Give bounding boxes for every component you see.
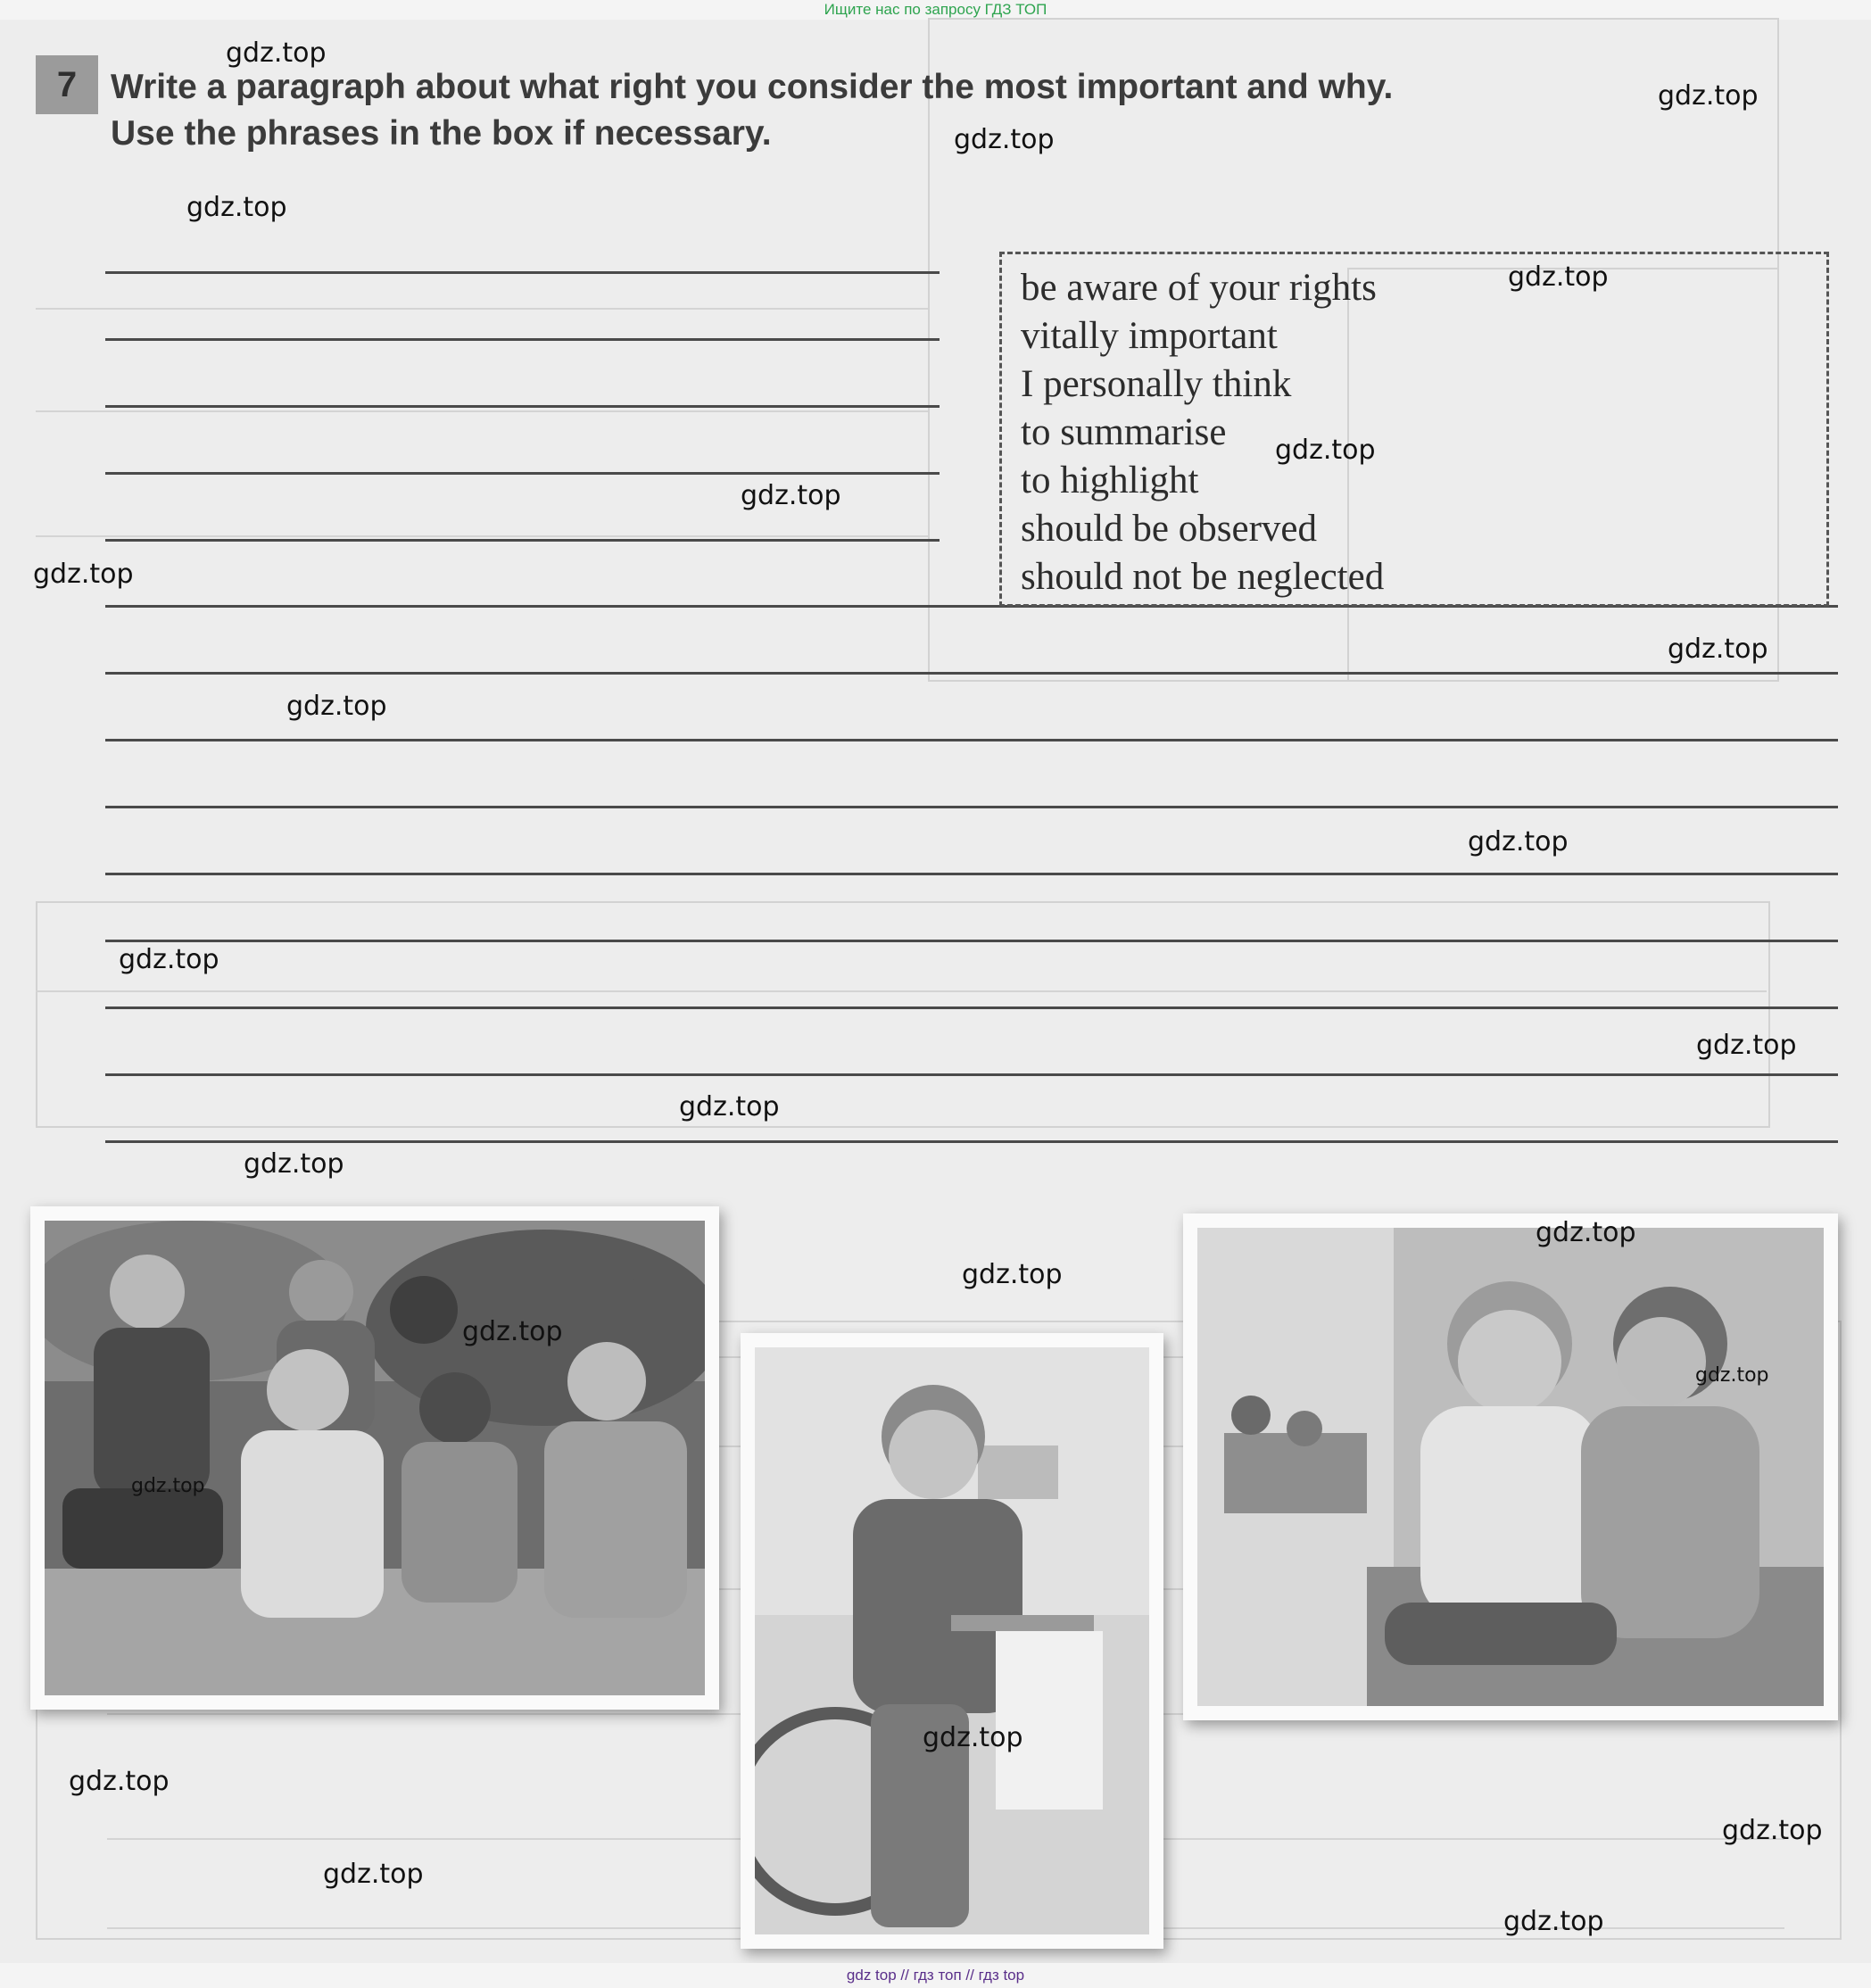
- top-banner[interactable]: Ищите нас по запросу ГДЗ ТОП: [0, 0, 1871, 20]
- watermark-text: gdz.top: [1503, 1906, 1604, 1937]
- task-number-badge: 7: [36, 55, 98, 114]
- phrase-item: vitally important: [1021, 315, 1278, 357]
- writing-line[interactable]: [105, 940, 1838, 942]
- phrase-item: I personally think: [1021, 363, 1292, 405]
- writing-line[interactable]: [105, 472, 940, 475]
- watermark-text: gdz.top: [1658, 80, 1759, 112]
- writing-line[interactable]: [105, 405, 940, 408]
- watermark-text: gdz.top: [1668, 634, 1768, 665]
- phrase-item: be aware of your rights: [1021, 267, 1377, 309]
- photo-wheelchair-image: [755, 1347, 1149, 1934]
- task-instruction: [111, 64, 1503, 157]
- phrase-item: should be observed: [1021, 508, 1317, 550]
- watermark-text: gdz.top: [69, 1766, 170, 1797]
- watermark-text: gdz.top: [1275, 435, 1376, 466]
- task-instruction-line-2: Use the phrases in the box if necessary.: [111, 114, 772, 153]
- writing-line[interactable]: [105, 672, 1838, 675]
- writing-line[interactable]: [105, 271, 940, 274]
- writing-line[interactable]: [105, 739, 1838, 741]
- watermark-text: gdz.top: [33, 559, 134, 590]
- watermark-text: gdz.top: [323, 1859, 424, 1890]
- watermark-text: gdz.top: [962, 1259, 1063, 1290]
- task-instruction-line-1: Write a paragraph about what right you consider the most important and why.: [111, 68, 1394, 106]
- writing-line[interactable]: [105, 539, 940, 542]
- writing-line[interactable]: [105, 1140, 1838, 1143]
- writing-line[interactable]: [105, 338, 940, 341]
- photo-student-in-wheelchair: [741, 1333, 1163, 1949]
- writing-line[interactable]: [105, 1006, 1838, 1009]
- writing-line[interactable]: [105, 873, 1838, 875]
- phrase-item: to highlight: [1021, 460, 1199, 501]
- phrase-item: should not be neglected: [1021, 556, 1385, 598]
- watermark-text: gdz.top: [741, 480, 841, 511]
- watermark-text: gdz.top: [1722, 1815, 1823, 1846]
- watermark-text: gdz.top: [462, 1316, 563, 1347]
- watermark-text: gdz.top: [1508, 261, 1609, 293]
- watermark-text: gdz.top: [186, 192, 287, 223]
- watermark-text: gdz.top: [226, 37, 327, 69]
- photo-mother-and-daughter: [1183, 1214, 1838, 1720]
- phrase-list: [1021, 264, 1384, 601]
- watermark-text: gdz.top: [286, 691, 387, 722]
- phrase-item: to summarise: [1021, 411, 1227, 453]
- bottom-banner[interactable]: gdz top // гдз топ // гдз top: [0, 1963, 1871, 1988]
- photo-group-image: [45, 1221, 705, 1695]
- photo-group-of-students: [30, 1206, 719, 1710]
- writing-line[interactable]: [105, 806, 1838, 808]
- watermark-text: gdz.top: [131, 1475, 205, 1497]
- writing-line[interactable]: [105, 1073, 1838, 1076]
- watermark-text: gdz.top: [1536, 1217, 1636, 1248]
- watermark-text: gdz.top: [1696, 1030, 1797, 1061]
- watermark-text: gdz.top: [679, 1091, 780, 1122]
- watermark-text: gdz.top: [923, 1722, 1023, 1753]
- watermark-text: gdz.top: [119, 944, 219, 975]
- watermark-text: gdz.top: [1468, 826, 1569, 857]
- watermark-text: gdz.top: [1695, 1364, 1769, 1387]
- photo-mother-daughter-image: [1197, 1228, 1824, 1706]
- watermark-text: gdz.top: [954, 124, 1055, 155]
- watermark-text: gdz.top: [244, 1148, 344, 1180]
